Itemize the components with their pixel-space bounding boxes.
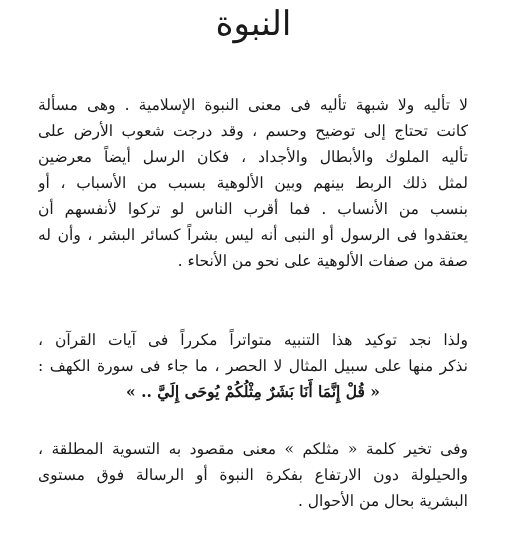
page-title: النبوة bbox=[215, 4, 292, 44]
text-line: تأليه الملوك والأبطال والأجداد ، فكان الرسل أيضاً معرضين bbox=[38, 148, 468, 166]
text-line: وفى تخير كلمة « مثلكم » معنى مقصود به التسوية المطلقة ، bbox=[38, 440, 468, 458]
text-line: ولذا نجد توكيد هذا التنبيه متواتراً مكرراً فى آيات القرآن ، bbox=[38, 331, 468, 349]
text-line: نذكر منها على سبيل المثال لا الحصر ، ما جاء فى سورة الكهف : bbox=[38, 357, 468, 375]
paragraph-2 bbox=[38, 327, 468, 405]
paragraph-3 bbox=[38, 436, 468, 514]
paragraph-1 bbox=[38, 92, 468, 274]
text-line: والحيلولة دون الارتفاع بفكرة النبوة أو الرسالة فوق مستوى bbox=[38, 466, 468, 484]
text-line: يعتقدوا فى الرسول أو النبى أنه ليس بشراً كسائر البشر ، وأن له bbox=[38, 226, 468, 244]
text-line: لمثل ذلك الربط بينهم وبين الألوهية بسبب من الأسباب ، أو bbox=[38, 174, 468, 192]
text-line: بنسب من الأنساب . فما أقرب الناس لو تركوا لأنفسهم أن bbox=[38, 200, 468, 218]
text-line: كانت تحتاج إلى توضيح وحسم ، وقد درجت شعوب الأرض على bbox=[38, 122, 468, 140]
quranic-verse: « قُلْ إِنَّمَا أَنَا بَشَرٌ مِثْلُكُمْ يُوحَى إِلَيَّ .. » bbox=[126, 382, 380, 401]
text-line: لا تأليه ولا شبهة تأليه فى معنى النبوة الإسلامية . وهى مسألة bbox=[38, 96, 468, 114]
text-line: صفة من صفات الألوهية على نحو من الأنحاء . bbox=[177, 252, 468, 270]
text-line: البشرية بحال من الأحوال . bbox=[297, 492, 468, 510]
